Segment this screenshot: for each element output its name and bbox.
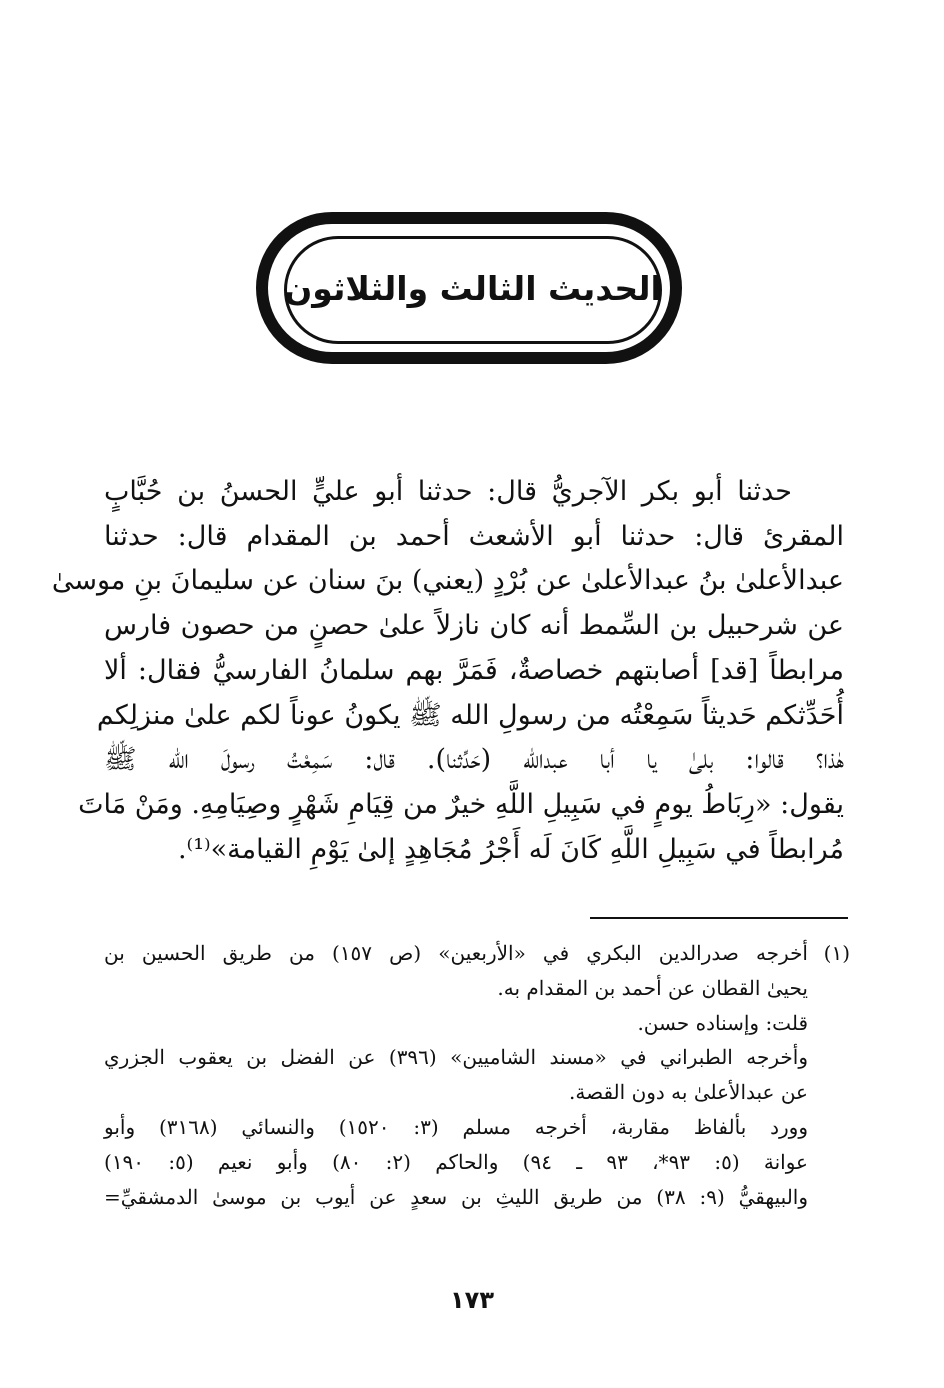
hadith-line: هٰذا؟ قالوا: بلىٰ يا أبا عبدالله (حَدِّثنا). قال: سَمِعْتُ رسولَ الله ﷺ (104, 744, 844, 776)
footnote-line: عن عبدالأعلىٰ به دون القصة. (569, 1080, 808, 1105)
hadith-line: عبدالأعلىٰ بنُ عبدالأعلىٰ عن بُرْدٍ (يعني) بنَ سنان عن سليمانَ بنِ موسىٰ (51, 565, 844, 597)
footnote-text: أخرجه صدرالدين البكري في «الأربعين» (ص ١٥٧) من طريق الحسين بن (104, 941, 808, 965)
hadith-line: مُرابطاً في سَبِيلِ اللَّهِ كَانَ لَه أَجْرُ مُجَاهِدٍ إلىٰ يَوْمِ القيامة»⁽¹⁾. (177, 833, 844, 865)
hadith-line: يقول: «رِبَاطُ يومٍ في سَبِيلِ اللَّهِ خيرٌ من قِيَامِ شَهْرٍ وصِيَامِهِ. ومَنْ مَاتَ (78, 788, 844, 820)
footnote-line: عوانة (٥: ٩٣*، ٩٣ ـ ٩٤) والحاكم (٢: ٨٠) وأبو نعيم (٥: ١٩٠) (104, 1149, 808, 1174)
chapter-title-inner-frame (284, 236, 662, 344)
footnote-line: يحيىٰ القطان عن أحمد بن المقدام به. (497, 975, 808, 1000)
footnote-line: قلت: وإسناده حسن. (637, 1010, 808, 1035)
page-number: ١٧٣ (450, 1286, 494, 1314)
footnote-line (104, 936, 850, 971)
hadith-line: المقرئ قال: حدثنا أبو الأشعث أحمد بن المقدام قال: حدثنا (104, 520, 844, 552)
footnote-number: (١) (823, 941, 850, 965)
hadith-line: مرابطاً [قد] أصابتهم خصاصةٌ، فَمَرَّ بهم سلمانُ الفارسيُّ فقال: ألا (104, 654, 844, 686)
chapter-title-frame (256, 212, 682, 364)
footnote-line: وورد بألفاظ مقاربة، أخرجه مسلم (٣: ١٥٢٠) والنسائي (٣١٦٨) وأبو (104, 1114, 808, 1139)
hadith-text (51, 470, 844, 872)
hadith-line: أُحَدِّثكم حَديثاً سَمِعْتُه من رسولِ الله ﷺ يكونُ عوناً لكم علىٰ منزلِكم (96, 699, 844, 731)
footnote-line: والبيهقيُّ (٩: ٣٨) من طريق الليثِ بن سعدٍ عن أيوب بن موسىٰ الدمشقيِّ= (104, 1184, 808, 1209)
chapter-title: الحديث الثالث والثلاثون (284, 268, 662, 308)
hadith-line: حدثنا أبو بكر الآجريُّ قال: حدثنا أبو عليٍّ الحسنُ بن حُبَّابٍ (104, 476, 792, 507)
footnotes (104, 936, 850, 1214)
hadith-line: عن شرحبيل بن السِّمط أنه كان نازلاً علىٰ حصنٍ من حصون فارس (104, 610, 844, 642)
footnote-line: وأخرجه الطبراني في «مسند الشاميين» (٣٩٦) عن الفضل بن يعقوب الجزري (104, 1045, 808, 1070)
footnote-separator (590, 917, 848, 919)
